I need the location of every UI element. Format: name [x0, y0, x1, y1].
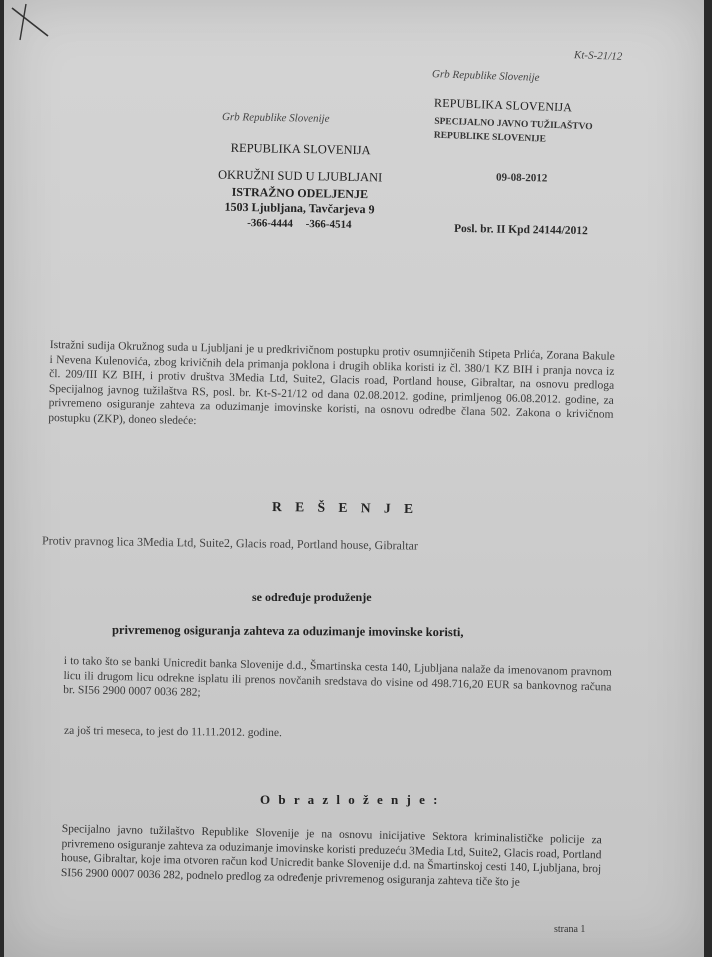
case-number: Posl. br. II Kpd 24144/2012	[453, 222, 588, 238]
obrazlozenje-heading: O b r a z l o ž e n j e :	[260, 792, 440, 807]
intro-paragraph: Istražni sudija Okružnog suda u Ljubljani je u predkrivičnom postupku protiv osumnjičenih Stipeta Prlića, Zorana Bakule i Nevena Kulenovića, zbog krivičnih dela primanja poklona i drugih oblika koristi iz čl. 380/1 KZ BIH i pranja novca iz čl. 209/III KZ BIH, i protiv društva 3Media Ltd, Suite2, Glacis road, Portland house, Gibraltar, na osnovu predloga Specijalnog javnog tužilaštva RS, posl. br. Kt-S-21/12 od dana 02.08.2012. godine, primljenog 06.08.2012. godine, za privremeno osiguranje zahteva za oduzimanje imovinske koristi, na osnovu odredbe člana 502. Zakona o krivičnom postupku (ZKP), doneo sledeće:	[48, 338, 615, 427]
prosecution-country: REPUBLIKA SLOVENIJA	[433, 95, 573, 115]
court-header	[199, 138, 401, 232]
prosecution-office-line1: SPECIJALNO JAVNO TUŽILAŠTVO	[434, 116, 593, 133]
court-phone-2: -366-4514	[305, 218, 352, 231]
ruling-determination: se određuje produženje	[252, 590, 372, 604]
resenje-heading: R E Š E N J E	[271, 498, 419, 517]
prosecution-office-line2: REPUBLIKE SLOVENIJE	[433, 130, 547, 145]
duration-line: za još tri meseca, to jest do 11.11.2012. godine.	[63, 724, 282, 740]
page-number: strana 1	[554, 924, 586, 935]
bank-order-paragraph: i to tako što se banki Unicredit banka Slovenije d.d., Šmartinska cesta 140, Ljubljana nalaže da imenovanom pravnom licu ili drugom licu odrekne isplatu ili prenos novčanih sredstava do visine od 498.716,20 EUR sa bankovnog računa br. SI56 2900 0007 0036 282;	[63, 654, 612, 699]
against-party-line: Protiv pravnog lica 3Media Ltd, Suite2, Glacis road, Portland house, Gibraltar	[41, 533, 419, 553]
obrazlozenje-paragraph: Specijalno javno tužilaštvo Republike Slovenije je na osnovu inicijative Sektora kriminalističke policije za privremeno osiguranje zahteva za oduzimanje imovinske koristi preduzeću 3Media Ltd, Suite2, Glacis road, Portland house, Gibraltar, koje ima otvoren račun kod Unicredit banke Slovenije d.d. na Šmartinskoj cesti 140, Ljubljana, broj SI56 2900 0007 0036 282, podnelo predlog za određenje privremenog osiguranja zahteva tiče što je	[60, 822, 602, 889]
handwritten-cross-mark	[8, 0, 52, 44]
court-department: ISTRAŽNO ODELJENJE	[231, 184, 369, 202]
court-crest: Grb Republike Slovenije	[221, 111, 330, 125]
court-country: REPUBLIKA SLOVENIJA	[230, 140, 371, 158]
ruling-subject: privremenog osiguranja zahteva za oduzimanje imovinske koristi,	[111, 622, 464, 640]
prosecution-office	[434, 115, 625, 150]
prosecution-date-stamp: 09-08-2012	[495, 171, 548, 185]
document-page	[4, 0, 704, 957]
court-phone-1: -366-4444	[247, 217, 294, 230]
prosecution-crest: Grb Republike Slovenije	[431, 68, 540, 84]
court-name: OKRUŽNI SUD U LJUBLJANI	[217, 167, 383, 185]
court-address: 1503 Ljubljana, Tavčarjeva 9	[224, 199, 375, 217]
case-reference: Kt-S-21/12	[573, 49, 623, 63]
